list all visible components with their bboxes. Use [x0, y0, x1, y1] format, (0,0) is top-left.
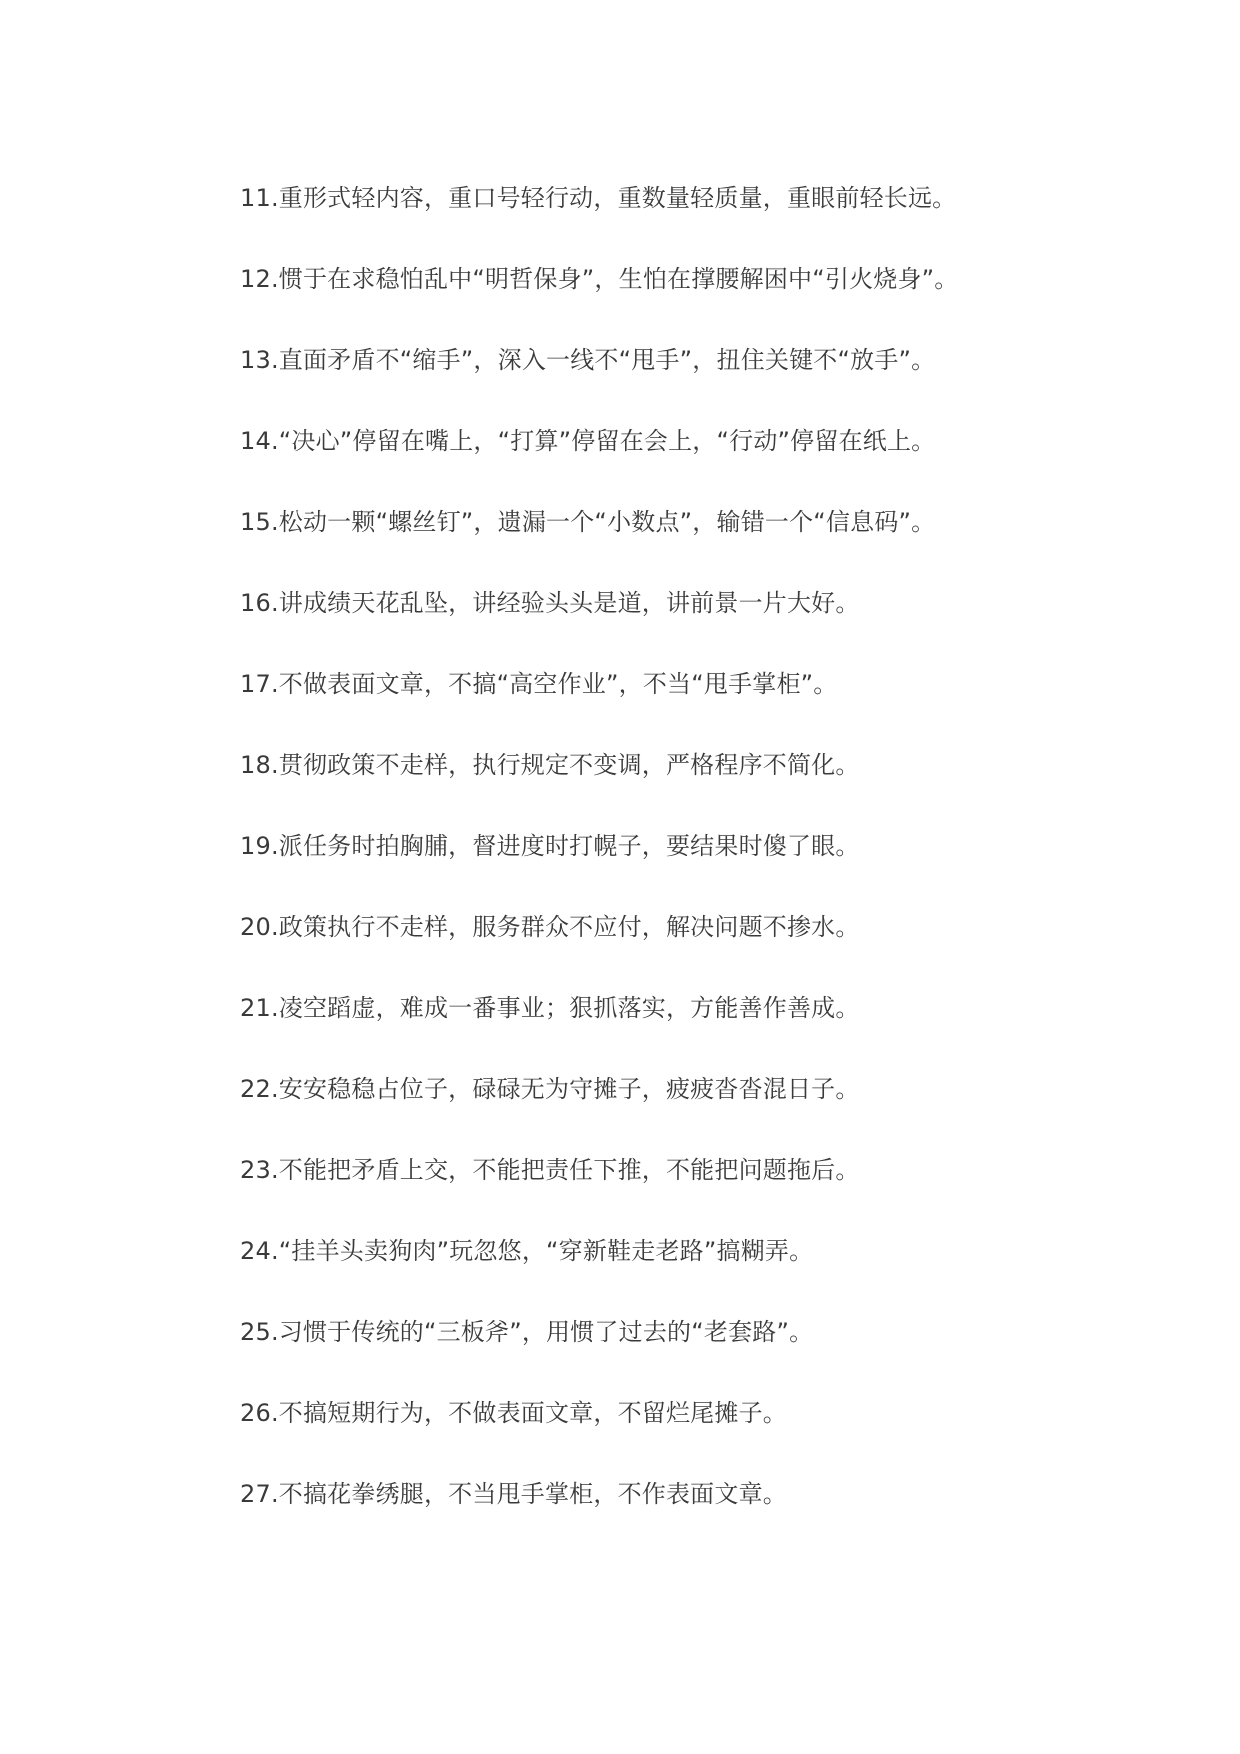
list-item: 20.政策执行不走样，服务群众不应付，解决问题不掺水。 [240, 913, 860, 941]
list-item: 11.重形式轻内容，重口号轻行动，重数量轻质量，重眼前轻长远。 [240, 184, 957, 212]
list-item: 18.贯彻政策不走样，执行规定不变调，严格程序不简化。 [240, 751, 860, 779]
list-item: 17.不做表面文章，不搞“高空作业”，不当“甩手掌柜”。 [240, 670, 838, 698]
list-item: 24.“挂羊头卖狗肉”玩忽悠，“穿新鞋走老路”搞糊弄。 [240, 1237, 814, 1265]
list-item: 22.安安稳稳占位子，碌碌无为守摊子，疲疲沓沓混日子。 [240, 1075, 860, 1103]
list-item: 13.直面矛盾不“缩手”，深入一线不“甩手”，扭住关键不“放手”。 [240, 346, 936, 374]
list-item: 25.习惯于传统的“三板斧”，用惯了过去的“老套路”。 [240, 1318, 814, 1346]
list-item: 12.惯于在求稳怕乱中“明哲保身”，生怕在撑腰解困中“引火烧身”。 [240, 265, 959, 293]
list-item: 14.“决心”停留在嘴上，“打算”停留在会上，“行动”停留在纸上。 [240, 427, 936, 455]
list-item: 16.讲成绩天花乱坠，讲经验头头是道，讲前景一片大好。 [240, 589, 860, 617]
list-item: 19.派任务时拍胸脯，督进度时打幌子，要结果时傻了眼。 [240, 832, 860, 860]
list-item: 23.不能把矛盾上交，不能把责任下推，不能把问题拖后。 [240, 1156, 860, 1184]
list-item: 15.松动一颗“螺丝钉”，遗漏一个“小数点”，输错一个“信息码”。 [240, 508, 936, 536]
list-item: 21.凌空蹈虚，难成一番事业；狠抓落实，方能善作善成。 [240, 994, 860, 1022]
numbered-list [240, 172, 959, 1549]
list-item: 27.不搞花拳绣腿，不当甩手掌柜，不作表面文章。 [240, 1480, 787, 1508]
list-item: 26.不搞短期行为，不做表面文章，不留烂尾摊子。 [240, 1399, 787, 1427]
